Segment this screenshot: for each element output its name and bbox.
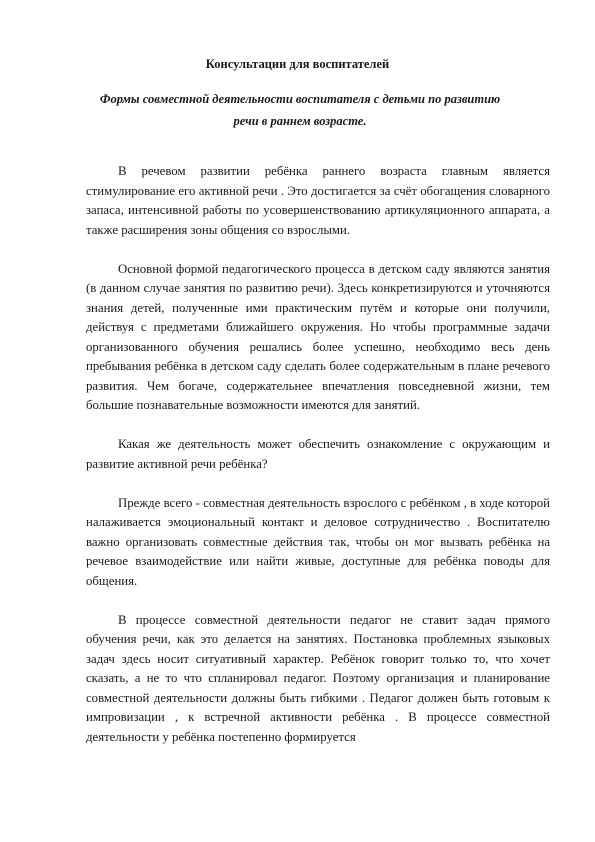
paragraph-3: Какая же деятельность может обеспечить ознакомление с окружающим и развитие активной речи ребёнка? bbox=[86, 437, 550, 471]
document-title: Консультации для воспитателей bbox=[205, 57, 390, 71]
paragraph-1: В речевом развитии ребёнка раннего возраста главным является стимулирование его активной речи . Это достигается за счёт обогащения словарного запаса, интенсивной работы по усовершенствованию артикуляционного аппарата, а также расширения зоны общения со взрослыми. bbox=[86, 164, 550, 237]
document-subtitle: Формы совместной деятельности воспитателя с детьми по развитию речи в раннем возрасте. bbox=[99, 92, 501, 128]
paragraph-5: В процессе совместной деятельности педагог не ставит задач прямого обучения речи, как это делается на занятиях. Постановка проблемных языковых задач здесь носит ситуативный характер. Ребёнок говорит только то, что хочет сказать, а не то что спланировал педагог. Поэтому организация и планирование совместной деятельности должны быть гибкими . Педагог должен быть готовым к импровизации , к встречной активности ребёнка . В процессе совместной деятельности у ребёнка постепенно формируется bbox=[86, 612, 550, 744]
paragraph-2: Основной формой педагогического процесса в детском саду являются занятия (в данном случае занятия по развитию речи). Здесь конкретизируются и уточняются знания детей, полученные ими практическим путём и которые они получили, действуя с предметами ближайшего окружения. Но чтобы программные задачи организованного обучения решались более успешно, необходимо весь день пребывания ребёнка в детском саду сделать более содержательным в плане речевого развития. Чем богаче, содержательнее впечатления повседневной жизни, тем большие познавательные возможности имеются для занятий. bbox=[86, 261, 550, 412]
paragraph-4: Прежде всего - совместная деятельность взрослого с ребёнком , в ходе которой налаживается эмоциональный контакт и деловое сотрудничество . Воспитателю важно организовать совместные действия так, чтобы он мог вызвать ребёнка на речевое взаимодействие или найти живые, доступные для ребёнка поводы для общения. bbox=[86, 495, 550, 588]
document-body bbox=[86, 162, 550, 767]
